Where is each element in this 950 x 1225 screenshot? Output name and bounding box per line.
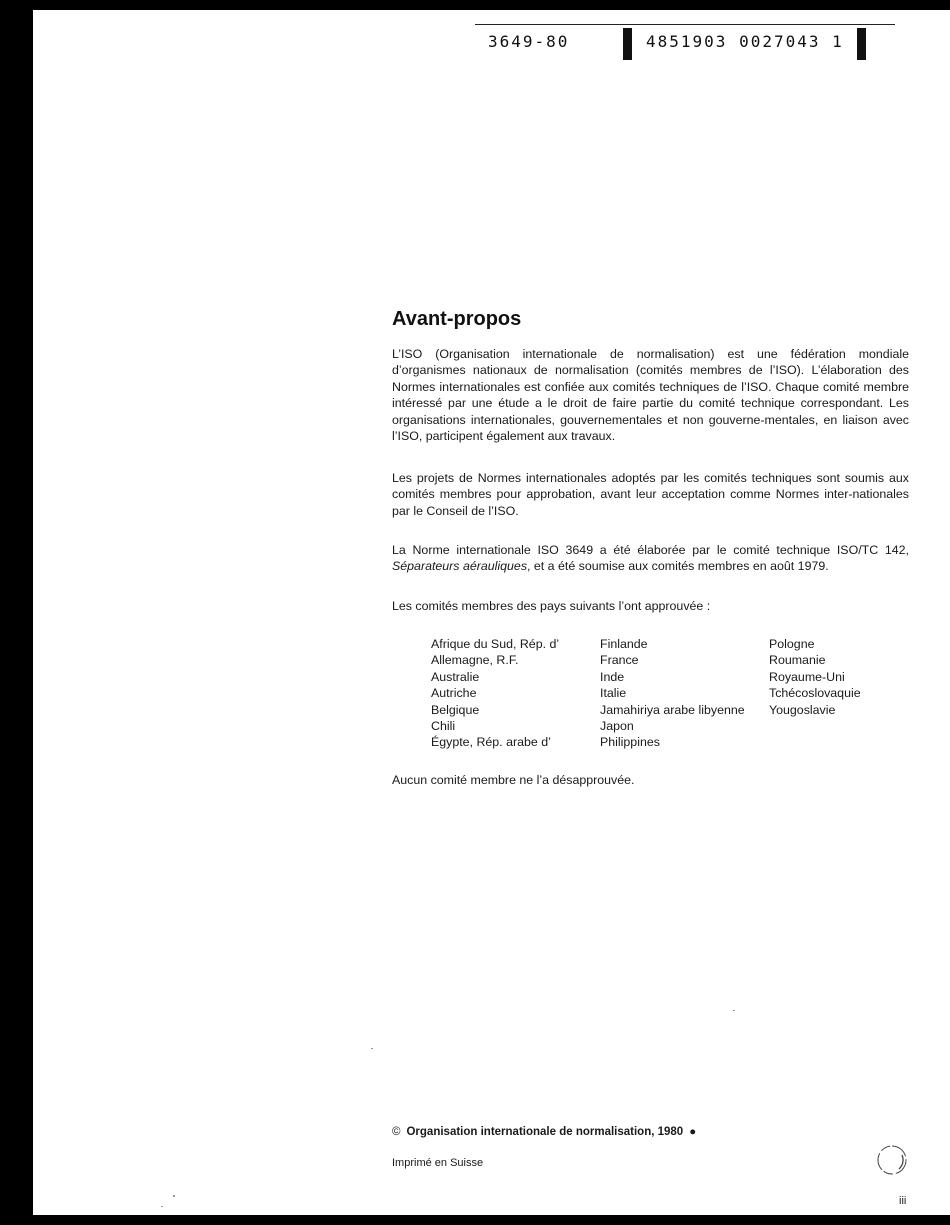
country-name: Allemagne, R.F.	[431, 653, 519, 668]
header-rule	[475, 24, 895, 25]
scan-speck	[733, 1010, 735, 1011]
copyright-line	[392, 1126, 696, 1138]
document-page	[33, 10, 950, 1215]
page-title: Avant-propos	[392, 308, 522, 330]
country-name: Italie	[600, 686, 627, 701]
country-name: Finlande	[600, 637, 648, 651]
country-name: Royaume-Uni	[769, 669, 845, 684]
standard-text-post: , et a été soumise aux comités membres en août 1979.	[527, 559, 829, 574]
header-bar-left	[623, 28, 632, 60]
country-name: Australie	[431, 669, 480, 684]
copyright-symbol: ©	[392, 1126, 401, 1138]
printed-in: Imprimé en Suisse	[392, 1157, 484, 1169]
scan-speck	[161, 1206, 163, 1207]
country-name: France	[600, 653, 639, 668]
header-right-code: 4851903 0027043 1	[646, 32, 844, 51]
country-column-1	[431, 636, 559, 751]
country-name: Chili	[431, 719, 456, 734]
copyright-text: Organisation internationale de normalisation, 1980	[406, 1126, 684, 1138]
country-name: Égypte, Rép. arabe d’	[431, 735, 551, 750]
country-column-2	[600, 636, 745, 751]
country-name: Jamahiriya arabe libyenne	[600, 702, 745, 717]
standard-committee-title: Séparateurs aérauliques	[392, 559, 528, 574]
country-name: Autriche	[431, 686, 477, 701]
scan-speck	[371, 1048, 373, 1049]
standard-text-pre: La Norme internationale ISO 3649 a été élaborée par le comité technique ISO/TC 142,	[392, 543, 909, 557]
country-column-3	[769, 636, 861, 718]
standard-paragraph	[392, 542, 909, 575]
approval-intro: Les comités membres des pays suivants l’ont approuvée :	[392, 599, 711, 613]
country-name: Inde	[600, 669, 625, 684]
iso-seal-icon	[875, 1143, 909, 1177]
header-bar-right	[857, 28, 866, 60]
disapproval-statement: Aucun comité membre ne l’a désapprouvée.	[392, 773, 635, 787]
approval-paragraph: Les projets de Normes internationales adoptés par les comités techniques sont soumis aux comités membres pour approbation, avant leur acceptation comme Normes inter-nationales par le Conseil de l’ISO.	[392, 471, 909, 518]
country-name: Japon	[600, 719, 634, 734]
country-name: Yougoslavie	[769, 702, 836, 717]
country-name: Pologne	[769, 637, 815, 651]
header-left-code: 3649-80	[488, 32, 570, 51]
intro-paragraph: L’ISO (Organisation internationale de normalisation) est une fédération mondiale d’organismes nationaux de normalisation (comités membres de l’ISO). L’élaboration des Normes internationales est confiée aux comités techniques de l’ISO. Chaque comité membre intéressé par une étude a le droit de faire partie du comité technique correspondant. Les organisations internationales, gouvernementales et non gouverne-mentales, en liaison avec l’ISO, participent également aux travaux.	[392, 347, 909, 444]
bullet-icon: ●	[689, 1126, 697, 1138]
country-name: Roumanie	[769, 653, 826, 668]
scan-speck	[173, 1195, 175, 1197]
page-number: iii	[899, 1195, 907, 1207]
country-name: Philippines	[600, 735, 660, 750]
country-name: Tchécoslovaquie	[769, 686, 861, 701]
country-name: Afrique du Sud, Rép. d’	[431, 637, 560, 651]
country-name: Belgique	[431, 702, 480, 717]
